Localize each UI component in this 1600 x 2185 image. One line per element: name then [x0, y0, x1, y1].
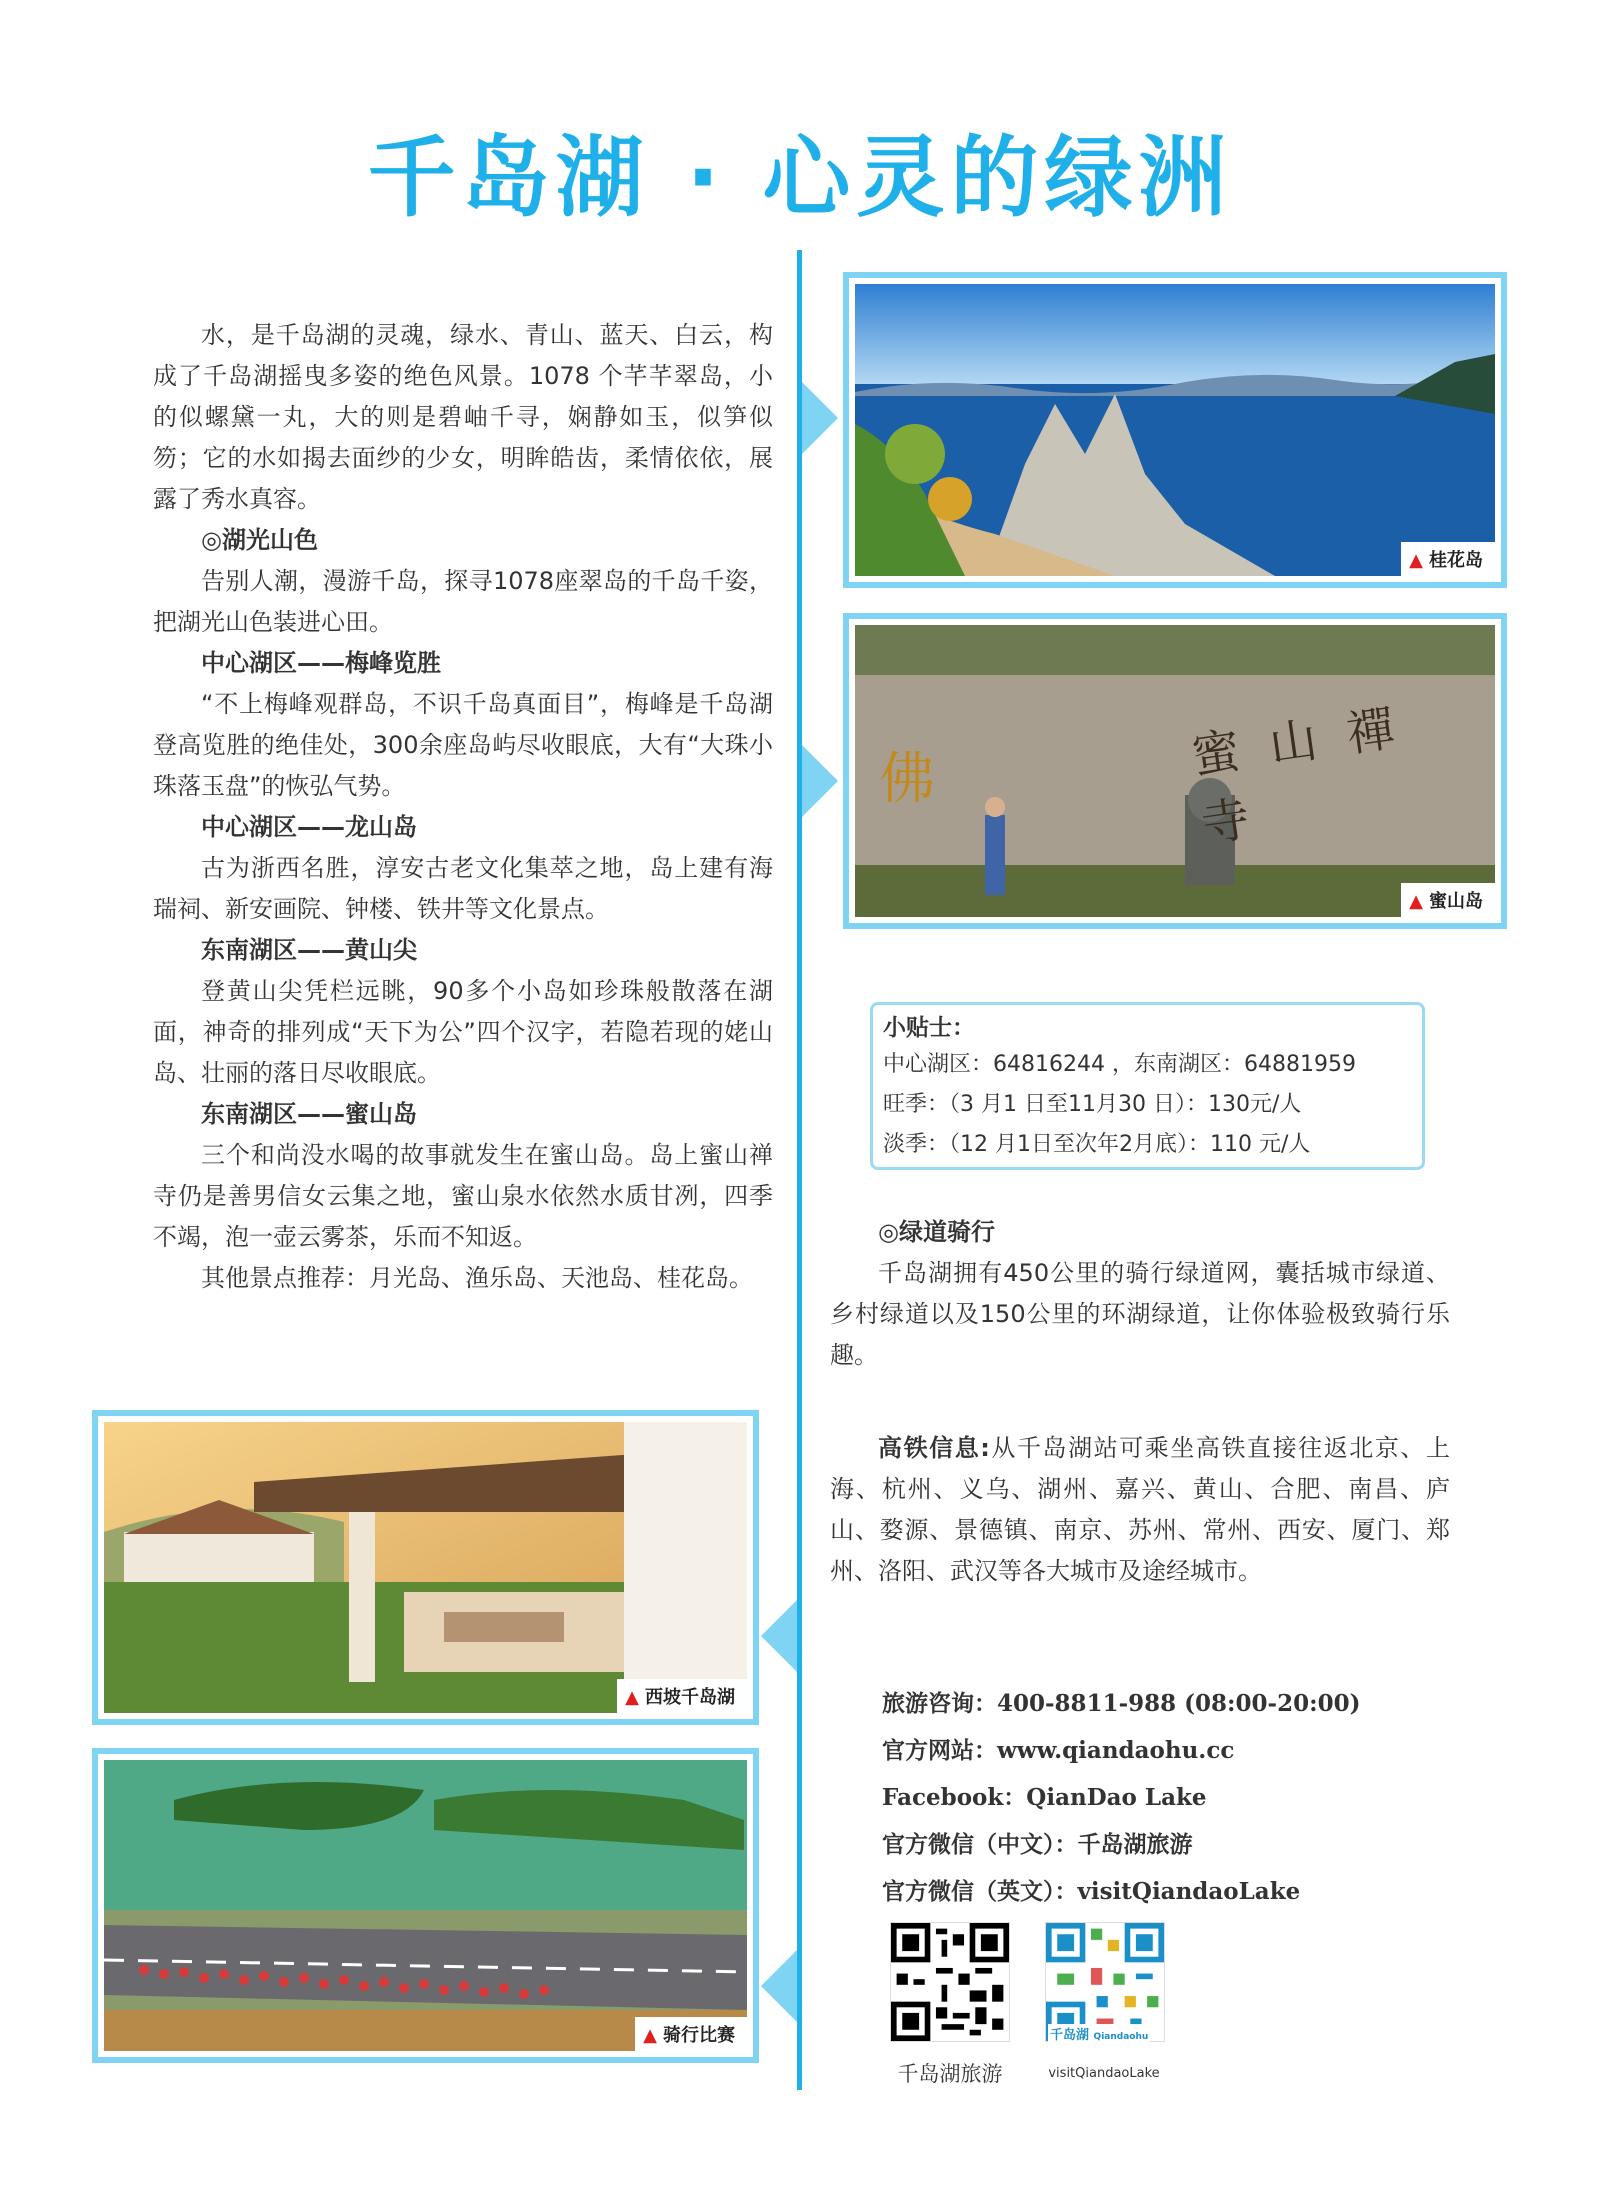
subsection-paragraph: “不上梅峰观群岛，不识千岛真面目”，梅峰是千岛湖登高览胜的绝佳处，300余座岛屿尽收眼底，大有“大珠小珠落玉盘”的恢弘气势。 [153, 690, 773, 800]
caption-triangle-icon: ▲ [625, 1687, 639, 1708]
tips-box [870, 1002, 1425, 1170]
resort-illustration [104, 1422, 747, 1713]
subsection-heading: 东南湖区——蜜山岛 [201, 1100, 417, 1128]
photo-cycling-race [92, 1748, 759, 2063]
tips-line: 中心湖区：64816244 ，东南湖区：64881959 [883, 1052, 1356, 1077]
caption-triangle-icon: ▲ [1409, 891, 1423, 912]
qr-logo: 千岛湖 Qiandaohu [1048, 2024, 1150, 2043]
temple-inscription: 蜜山禪寺 [1188, 696, 1428, 854]
photo-caption: ▲ 桂花岛 [1401, 542, 1495, 576]
qr-code-en [1045, 1922, 1165, 2042]
pointer-arrow [761, 1950, 797, 2022]
section-paragraph: 告别人潮，漫游千岛，探寻1078座翠岛的千岛千姿，把湖光山色装进心田。 [153, 567, 773, 636]
tips-heading: 小贴士： [883, 1015, 975, 1041]
caption-triangle-icon: ▲ [1409, 550, 1423, 571]
intro-paragraph: 水，是千岛湖的灵魂，绿水、青山、蓝天、白云，构成了千岛湖摇曳多姿的绝色风景。1078 个芊芊翠岛，小的似螺黛一丸，大的则是碧岫千寻，娴静如玉，似笋似笏；它的水如揭去面纱的少女，明眸皓齿，柔情依依，展露了秀水真容。 [153, 321, 773, 513]
photo-caption: ▲ 西坡千岛湖 [617, 1679, 747, 1713]
pointer-arrow [802, 382, 838, 454]
tips-line: 淡季：（12 月1日至次年2月底）：110 元/人 [883, 1132, 1311, 1157]
left-article [153, 315, 773, 1299]
facebook-line: Facebook：QianDao Lake [882, 1784, 1207, 1811]
contact-info [882, 1680, 1442, 1915]
website-link[interactable]: 官方网站：www.qiandaohu.cc [882, 1737, 1235, 1764]
subsection-paragraph: 登黄山尖凭栏远眺，90多个小岛如珍珠般散落在湖面，神奇的排列成“天下为公”四个汉字，若隐若现的姥山岛、壮丽的落日尽收眼底。 [153, 977, 773, 1087]
page-title: 千岛湖 · 心灵的绿洲 [367, 126, 1233, 229]
subsection-heading: 中心湖区——梅峰览胜 [201, 649, 441, 677]
tips-line: 旺季：（3 月1 日至11月30 日）：130元/人 [883, 1092, 1302, 1117]
subsection-paragraph: 三个和尚没水喝的故事就发生在蜜山岛。岛上蜜山禅寺仍是善男信女云集之地，蜜山泉水依然水质甘冽，四季不竭，泡一壶云雾茶，乐而不知返。 [153, 1141, 773, 1251]
rail-label: 高铁信息: [878, 1434, 990, 1462]
photo-guihua-island [843, 272, 1507, 588]
photo-xipo [92, 1410, 759, 1725]
rail-text: 从千岛湖站可乘坐高铁直接往返北京、上海、杭州、义乌、湖州、嘉兴、黄山、合肥、南昌、庐山、婺源、景德镇、南京、苏州、常州、西安、厦门、郑州、洛阳、武汉等各大城市及途经城市。 [830, 1434, 1450, 1585]
rail-section [830, 1428, 1450, 1592]
section-heading: ◎湖光山色 [201, 526, 318, 554]
qr-code-cn [890, 1922, 1010, 2042]
fo-character: 佛 [879, 747, 935, 812]
cycling-paragraph: 千岛湖拥有450公里的骑行绿道网，囊括城市绿道、乡村绿道以及150公里的环湖绿道，让你体验极致骑行乐趣。 [830, 1259, 1450, 1369]
section-heading: ◎绿道骑行 [878, 1218, 995, 1246]
subsection-paragraph: 古为浙西名胜，淳安古老文化集萃之地，岛上建有海瑞祠、新安画院、钟楼、铁井等文化景点。 [153, 854, 773, 923]
subsection-heading: 东南湖区——黄山尖 [201, 936, 417, 964]
wechat-cn-line: 官方微信（中文）：千岛湖旅游 [882, 1831, 1193, 1858]
pointer-arrow [761, 1600, 797, 1672]
photo-caption: ▲ 骑行比赛 [635, 2017, 747, 2051]
cycling-section [830, 1212, 1450, 1376]
rail-paragraph [830, 1428, 1450, 1592]
photo-mishan-island [843, 613, 1507, 929]
qr-label-en: visitQiandaoLake [1048, 2066, 1160, 2081]
photo-caption: ▲ 蜜山岛 [1401, 883, 1495, 917]
caption-triangle-icon: ▲ [643, 2025, 657, 2046]
other-spots-paragraph: 其他景点推荐：月光岛、渔乐岛、天池岛、桂花岛。 [201, 1264, 753, 1292]
column-divider [797, 250, 802, 2090]
lake-rock-illustration [855, 284, 1495, 576]
cycling-illustration [104, 1760, 747, 2051]
wechat-en-line: 官方微信（英文）：visitQiandaoLake [882, 1878, 1301, 1905]
subsection-heading: 中心湖区——龙山岛 [201, 813, 417, 841]
consult-line: 旅游咨询：400-8811-988 (08:00-20:00) [882, 1690, 1361, 1717]
qr-label-cn: 千岛湖旅游 [897, 2062, 1003, 2086]
pointer-arrow [802, 745, 838, 817]
qr-pattern-icon [891, 1923, 1009, 2041]
